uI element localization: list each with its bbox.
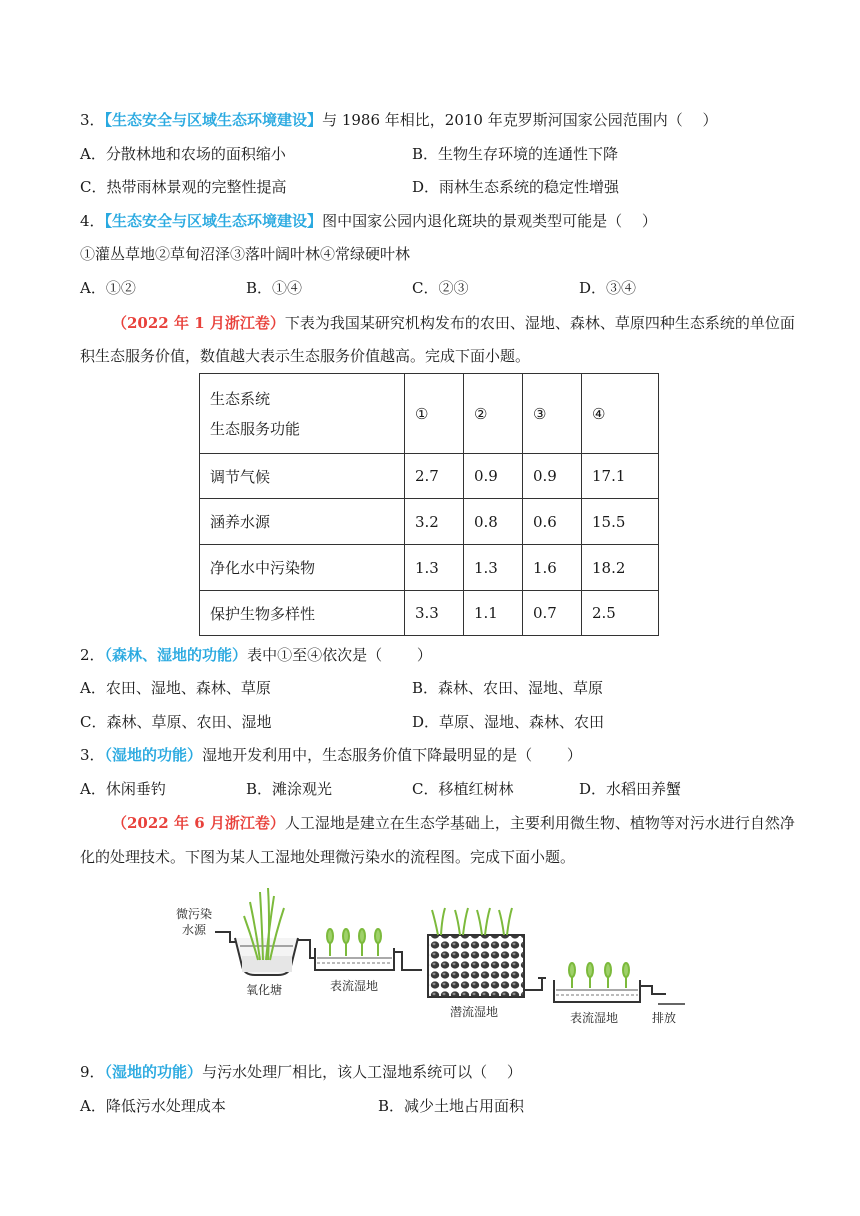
pipe-2 [394,952,422,970]
surface-wetland-2-basin [554,980,640,1002]
q4-topic-tag: 【生态安全与区域生态环境建设】 [104,212,323,230]
cell-value: 3.3 [405,591,464,636]
cell-value: 2.7 [405,454,464,499]
row-label: 净化水中污染物 [200,545,405,591]
label-surface-wetland-2: 表流湿地 [570,1011,619,1025]
q2-option-c: C．森林、草原、农田、湿地 [80,713,272,731]
q2-option-b: B．森林、农田、湿地、草原 [412,679,604,697]
cell-value: 2.5 [582,591,659,636]
passage1-source: （2022 年 1 月浙江卷） [112,314,285,332]
q2-text: 表中①至④依次是（ ） [247,646,432,664]
subsurface-wetland-plants [432,908,512,935]
cell-value: 15.5 [582,499,659,545]
cell-value: 3.2 [405,499,464,545]
q4-text: 图中国家公园内退化斑块的景观类型可能是（ ） [322,212,657,230]
q3b-text: 湿地开发利用中，生态服务价值下降最明显的是（ ） [202,746,582,764]
row-label: 保护生物多样性 [200,591,405,636]
q9-option-b: B．减少土地占用面积 [378,1097,525,1115]
q9-stem [80,1062,522,1082]
q4-option-c: C．②③ [412,279,469,297]
cell-value: 0.7 [523,591,582,636]
table-row [200,591,659,636]
q3b-option-a: A．休闲垂钓 [80,780,166,798]
surface-wetland-2-plants [569,963,629,988]
q3b-option-d: D．水稻田养蟹 [579,780,682,798]
col-header-1: ① [405,374,464,454]
q3a-option-a: A．分散林地和农场的面积缩小 [80,145,286,163]
q3a-option-c: C．热带雨林景观的完整性提高 [80,178,287,196]
col-header-2: ② [464,374,523,454]
cell-value: 1.3 [464,545,523,591]
header-ecosystem: 生态系统 [210,389,271,408]
table-row [200,545,659,591]
label-surface-wetland-1: 表流湿地 [330,979,379,993]
passage1-line1 [112,313,795,333]
cell-value: 1.1 [464,591,523,636]
table-header-row [200,374,659,454]
label-oxidation-pond: 氧化塘 [246,983,283,997]
pipe-3 [524,978,542,990]
q2-number: 2． [80,646,105,664]
surface-wetland-1-plants [327,929,381,956]
cell-value: 18.2 [582,545,659,591]
q3b-topic-tag: （湿地的功能） [104,746,203,764]
q3b-number: 3． [80,746,105,764]
q3a-option-b: B．生物生存环境的连通性下降 [412,145,619,163]
cell-value: 0.9 [464,454,523,499]
q3b-option-b: B．滩涂观光 [246,780,333,798]
cell-value: 1.6 [523,545,582,591]
q3b-option-c: C．移植红树林 [412,780,514,798]
label-discharge: 排放 [652,1011,677,1025]
q4-number: 4． [80,212,105,230]
q4-option-b: B．①④ [246,279,303,297]
passage2-line2: 化的处理技术。下图为某人工湿地处理微污染水的流程图。完成下面小题。 [80,848,576,866]
q9-number: 9． [80,1063,105,1081]
table-row [200,454,659,499]
q9-topic-tag: （湿地的功能） [104,1063,203,1081]
q2-option-d: D．草原、湿地、森林、农田 [412,713,605,731]
col-header-3: ③ [523,374,582,454]
passage2-source: （2022 年 6 月浙江卷） [112,814,285,832]
q4-option-d: D．③④ [579,279,637,297]
q3a-number: 3． [80,111,105,129]
cell-value: 0.6 [523,499,582,545]
q3b-stem [80,745,582,765]
q3a-option-d: D．雨林生态系统的稳定性增强 [412,178,620,196]
row-label: 涵养水源 [200,499,405,545]
surface-wetland-1-basin [315,948,394,970]
q9-option-a: A．降低污水处理成本 [80,1097,226,1115]
q3a-text: 与 1986 年相比，2010 年克罗斯河国家公园范围内（ ） [322,111,718,129]
q2-topic-tag: （森林、湿地的功能） [104,646,248,664]
discharge-pipe [640,986,666,994]
wetland-flow-diagram [170,880,690,1030]
q9-text: 与污水处理厂相比，该人工湿地系统可以（ ） [202,1063,522,1081]
header-service-function: 生态服务功能 [210,419,301,438]
passage2-line1 [112,813,795,833]
q2-stem [80,645,432,665]
row-label: 调节气候 [200,454,405,499]
passage2-text1: 人工湿地是建立在生态学基础上，主要利用微生物、植物等对污水进行自然净 [284,814,795,832]
q4-stem [80,211,657,231]
cell-value: 17.1 [582,454,659,499]
q4-option-a: A．①② [80,279,136,297]
col-header-4: ④ [582,374,659,454]
cell-value: 1.3 [405,545,464,591]
q3a-topic-tag: 【生态安全与区域生态环境建设】 [104,111,323,129]
label-source-1: 微污染 [176,907,213,921]
ecosystem-value-table [199,373,659,636]
q2-option-a: A．农田、湿地、森林、草原 [80,679,271,697]
q4-items: ①灌丛草地②草甸沼泽③落叶阔叶林④常绿硬叶林 [80,245,411,263]
q3a-stem [80,110,718,130]
table-corner-header [200,374,405,454]
passage1-line2: 积生态服务价值，数值越大表示生态服务价值越高。完成下面小题。 [80,347,531,365]
label-source-2: 水源 [182,923,207,937]
passage1-text1: 下表为我国某研究机构发布的农田、湿地、森林、草原四种生态系统的单位面 [284,314,795,332]
subsurface-wetland-gravel [428,935,524,997]
cell-value: 0.8 [464,499,523,545]
inlet-pipe [215,932,238,942]
label-subsurface-wetland: 潜流湿地 [450,1005,499,1019]
pipe-1 [298,940,315,958]
cell-value: 0.9 [523,454,582,499]
table-row [200,499,659,545]
